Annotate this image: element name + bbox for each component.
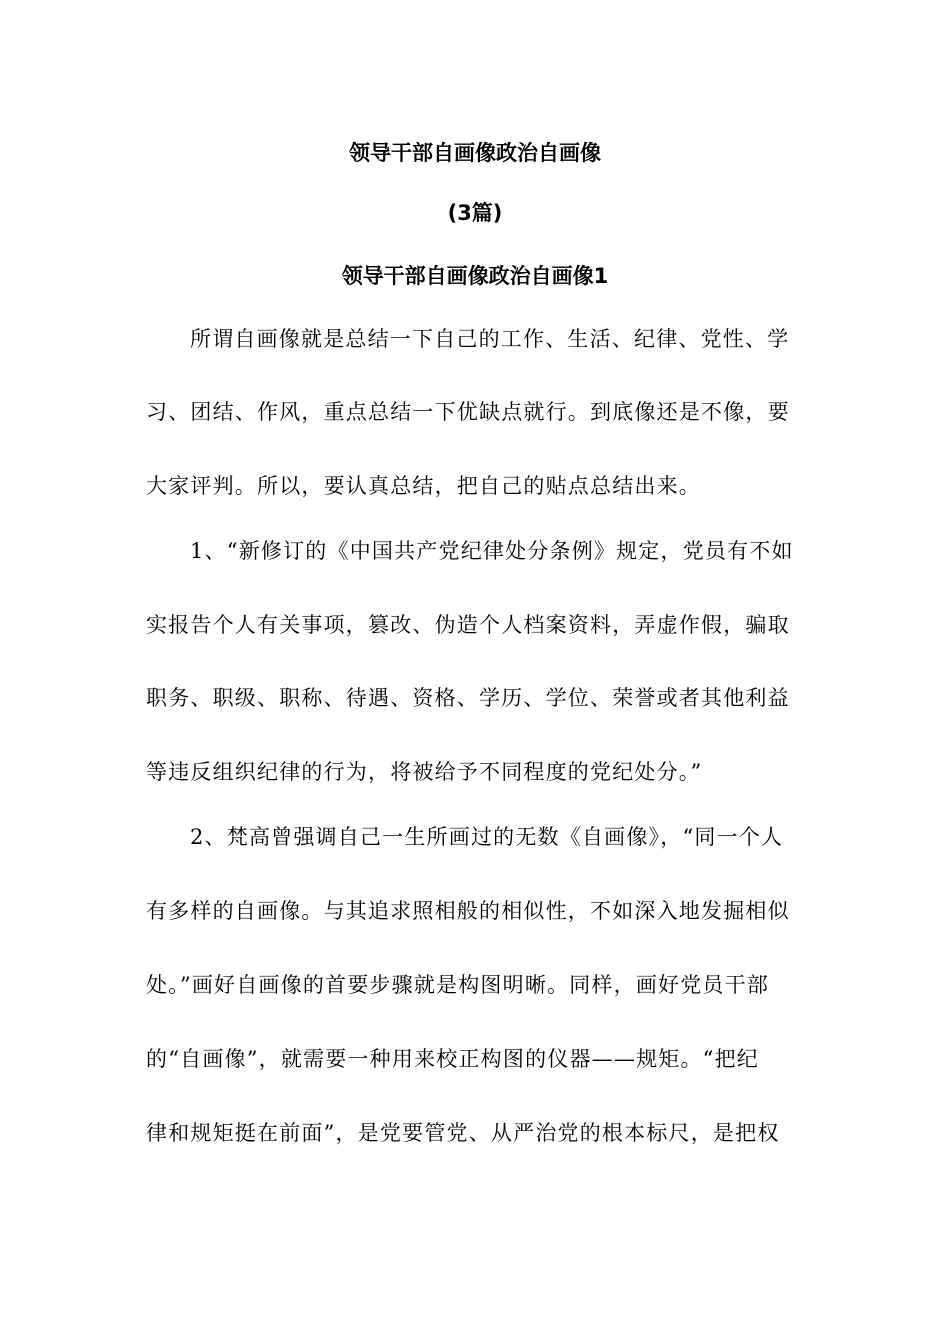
paragraph-line: 实报告个人有关事项，篡改、伪造个人档案资料，弄虚作假，骗取	[146, 613, 790, 637]
paragraph-line: 的“自画像”，就需要一种用来校正构图的仪器——规矩。“把纪	[146, 1047, 760, 1071]
paragraph-line: 律和规矩挺在前面”，是党要管党、从严治党的根本标尺，是把权	[146, 1121, 780, 1145]
paragraph-line: 处。”画好自画像的首要步骤就是构图明晰。同样，画好党员干部	[146, 973, 770, 997]
paragraph-line: 有多样的自画像。与其追求照相般的相似性，不如深入地发掘相似	[146, 899, 790, 923]
paragraph-line: 2、梵高曾强调自己一生所画过的无数《自画像》，“同一个人	[190, 825, 784, 849]
paragraph-line: 大家评判。所以，要认真总结，把自己的贴点总结出来。	[146, 474, 701, 498]
paragraph-line: 等违反组织纪律的行为，将被给予不同程度的党纪处分。”	[146, 760, 703, 784]
document-title: 领导干部自画像政治自画像	[349, 141, 601, 165]
section-title: 领导干部自画像政治自画像1	[341, 264, 609, 288]
document-subtitle: (3篇)	[447, 201, 503, 225]
paragraph-line: 所谓自画像就是总结一下自己的工作、生活、纪律、党性、学	[190, 327, 790, 351]
paragraph-line: 职务、职级、职称、待遇、资格、学历、学位、荣誉或者其他利益	[146, 686, 790, 710]
paragraph-line: 习、团结、作风，重点总结一下优缺点就行。到底像还是不像，要	[146, 400, 790, 424]
paragraph-line: 1、“新修订的《中国共产党纪律处分条例》规定，党员有不如	[190, 539, 794, 563]
